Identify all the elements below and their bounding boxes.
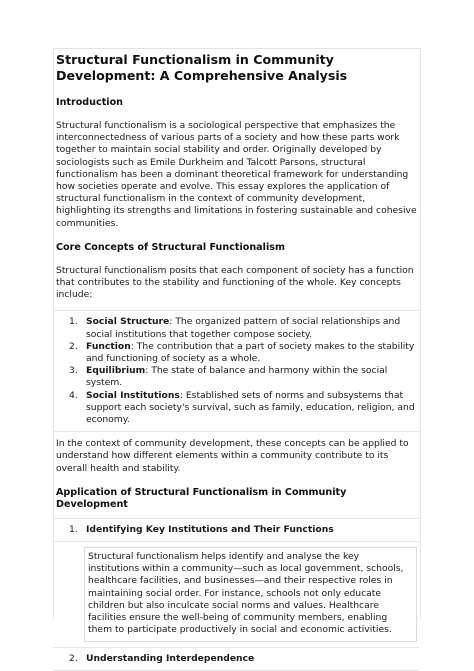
intro-paragraph: Structural functionalism is a sociological perspective that emphasizes the interconnectedness of various parts of a society and how these parts work together to maintain social stability and order. Originally developed by sociologists such as Emile Durkheim and Talcott Parsons, structural functionalism has been a dominant theoretical framework for understanding how societies operate and evolve. This essay explores the application of structural functionalism in the context of community development, highlighting its strengths and limitations in fostering sustainable and cohesive communities.	[56, 120, 417, 229]
list-item: 1. Social Structure: The organized pattern of social relationships and social institutions that together compose society.	[69, 316, 401, 340]
divider	[53, 541, 419, 542]
institutions-callout	[84, 547, 417, 641]
institutions-paragraph: Structural functionalism helps identify and analyse the key institutions within a community—such as local government, schools, healthcare facilities, and businesses—and their respective roles in maintaining social order. For instance, schools not only educate children but also inculcate social norms and values. Healthcare facilities ensure the well-being of community members, enabling them to participate productively in social and economic activities.	[88, 551, 404, 636]
concept-term: Equilibrium	[86, 365, 146, 377]
list-item: 3. Equilibrium: The state of balance and harmony within the social system.	[69, 365, 388, 389]
concept-term: Social Structure	[86, 316, 170, 328]
subsection-heading-institutions: 1. Identifying Key Institutions and Their Functions	[69, 523, 334, 535]
list-item: 2. Function: The contribution that a part of society makes to the stability and functioning of society as a whole.	[69, 340, 415, 365]
subsection-heading-interdependence: 2. Understanding Interdependence	[69, 652, 255, 664]
concept-term: Social Institutions	[86, 389, 180, 401]
concept-definition: : Established sets of norms and subsystems that support each society's survival, such as family, education, religion, and economy.	[86, 389, 415, 426]
document-title: Structural Functionalism in Community Development: A Comprehensive Analysis	[56, 52, 348, 83]
divider	[53, 310, 419, 311]
concept-definition: : The organized pattern of social relationships and social institutions that together compose society.	[86, 316, 401, 340]
section-heading-application: Application of Structural Functionalism in Community Development	[56, 486, 347, 510]
divider	[53, 647, 419, 648]
divider	[53, 431, 419, 432]
core-concepts-paragraph: Structural functionalism posits that each component of society has a function that contributes to the stability and functioning of the whole. Key concepts include:	[56, 264, 414, 301]
list-item: 4. Social Institutions: Established sets of norms and subsystems that support each society's survival, such as family, education, religion, and economy.	[69, 389, 415, 426]
concept-definition: : The state of balance and harmony within the social system.	[86, 365, 388, 389]
section-heading-core-concepts: Core Concepts of Structural Functionalism	[56, 241, 285, 253]
document-body	[56, 52, 420, 671]
divider	[53, 518, 419, 519]
concept-definition: : The contribution that a part of society makes to the stability and functioning of society as a whole.	[86, 340, 415, 365]
concept-term: Function	[86, 340, 131, 352]
section-heading-introduction: Introduction	[56, 97, 123, 108]
concepts-list	[56, 316, 420, 426]
context-paragraph: In the context of community development, these concepts can be applied to understand how different elements within a community contribute to its overall health and stability.	[56, 438, 409, 474]
